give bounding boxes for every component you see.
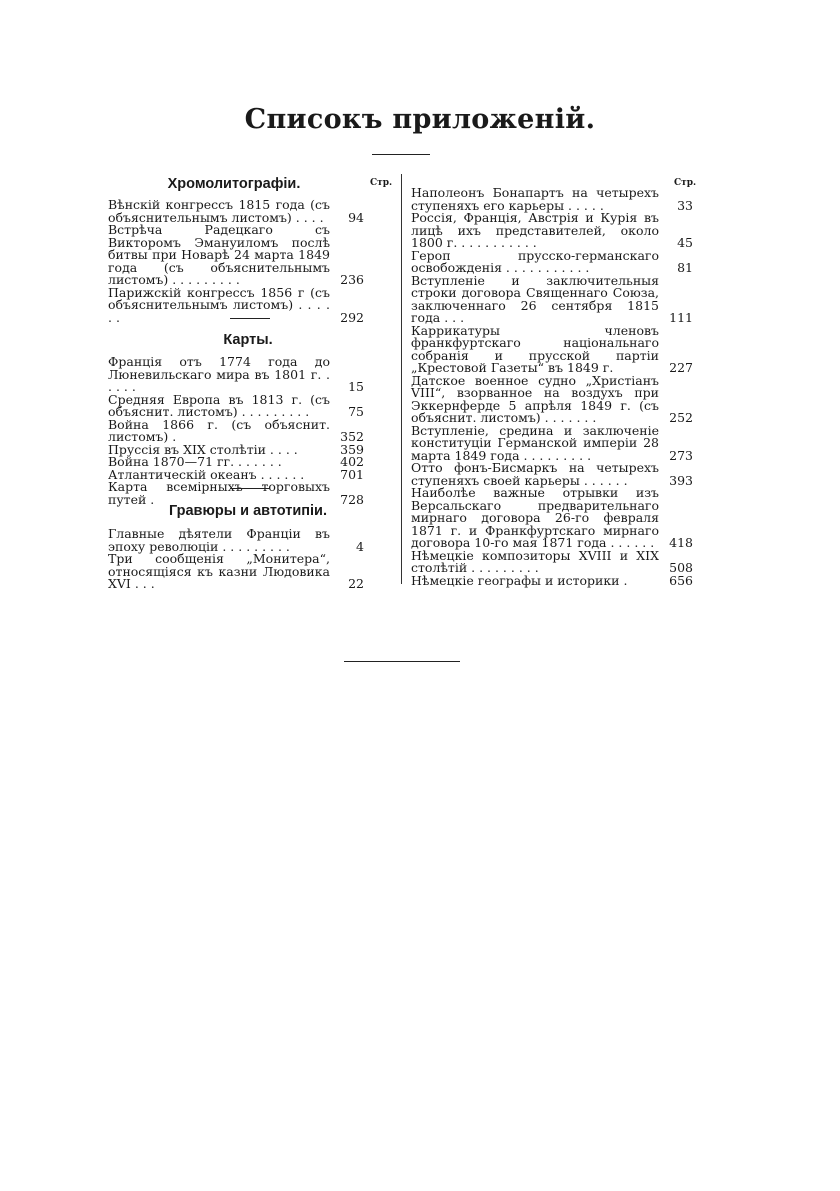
entry-page: 273: [669, 447, 693, 463]
list-item: [411, 247, 693, 275]
entry-title: Нѣмецкіе географы и историки .: [411, 572, 628, 588]
chromolithographs-list: [108, 199, 364, 324]
list-item: [411, 547, 693, 575]
entry-title: Каррикатуры членовъ франкфуртскаго національнаго собранія и прусской партіи „Крестовой Газеты“ въ 1849 г.: [411, 322, 659, 375]
list-item: [411, 572, 693, 588]
entry-page: 22: [348, 576, 364, 591]
section-heading-chromolithographs: Хромолитографіи.: [167, 176, 301, 192]
entry-title: Героп прусско-германскаго освобожденія . . . . . . . . . . .: [411, 247, 659, 275]
section-heading-maps: Карты.: [223, 332, 273, 348]
list-item: [108, 528, 364, 553]
list-item: [108, 224, 364, 287]
entry-title: Датское военное судно „Христіанъ VIII“, взорванное на воздухъ при Эккернферде 5 апрѣля 1849 г. (съ объяснит. листомъ) . . . . . . .: [411, 372, 659, 425]
list-item: [411, 322, 693, 375]
entry-page: 418: [669, 535, 693, 550]
entry-title: Карта всемірныхъ торговыхъ путей .: [108, 479, 330, 507]
list-item: [411, 372, 693, 425]
maps-list: [108, 356, 364, 506]
entry-title: Война 1866 г. (съ объяснит. листомъ) .: [108, 416, 330, 444]
entry-title: Средняя Европа въ 1813 г. (съ объяснит. листомъ) . . . . . . . . .: [108, 391, 330, 419]
entry-page: 227: [669, 360, 693, 375]
entry-title: Отто фонъ-Бисмаркъ на четырехъ ступеняхъ своей карьеры . . . . . .: [411, 460, 659, 488]
list-item: [411, 187, 693, 212]
bottom-divider: [344, 661, 460, 662]
page-column-header-left: Стр.: [370, 178, 393, 188]
entry-title: Война 1870—71 гг. . . . . . .: [108, 454, 282, 469]
list-item: [108, 553, 364, 591]
entry-page: 94: [348, 209, 364, 225]
entry-page: 252: [669, 410, 693, 425]
list-item: [411, 212, 693, 250]
entry-page: 728: [340, 491, 364, 507]
entry-title: Россія, Франція, Австрія и Курія въ лицѣ ихъ представителей, около 1800 г. . . . . . . . . . .: [411, 210, 659, 250]
list-item: [411, 422, 693, 463]
engravings-list: [108, 528, 364, 591]
entry-title: Вступленіе, средина и заключеніе конституціи Германской имперіи 28 марта 1849 года . . . . . . . . .: [411, 422, 659, 463]
entry-title: Пруссія въ XIX столѣтіи . . . .: [108, 441, 298, 457]
entry-title: Наполеонъ Бонапартъ на четырехъ ступеняхъ его карьеры . . . . .: [411, 185, 659, 213]
list-item: [411, 272, 693, 325]
entry-page: 4: [356, 538, 364, 554]
entry-page: 656: [669, 572, 693, 588]
entry-title: Встрѣча Радецкаго съ Викторомъ Эмануиломъ послѣ битвы при Новарѣ 24 марта 1849 года (съ объяснительнымъ листомъ) . . . . . . . . .: [108, 222, 330, 287]
list-item: [108, 416, 364, 444]
entry-page: 81: [677, 260, 693, 275]
entry-page: 701: [340, 466, 364, 482]
entry-title: Франція отъ 1774 года до Люневильскаго мира въ 1801 г. . . . . .: [108, 354, 330, 394]
column-divider: [401, 174, 402, 584]
entry-page: 402: [340, 454, 364, 469]
entry-page: 33: [677, 197, 693, 213]
entry-title: Атлантическій океанъ . . . . . .: [108, 466, 305, 482]
illustrations-list: [411, 187, 693, 587]
entry-title: Вѣнскій конгрессъ 1815 года (съ объяснительнымъ листомъ) . . . .: [108, 197, 330, 225]
entry-title: Вступленіе и заключительныя строки договора Священнаго Союза, заключеннаго 26 сентября 1815 года . . .: [411, 272, 659, 325]
title-divider: [372, 154, 430, 155]
entry-page: 393: [669, 472, 693, 488]
page-title: Списокъ приложеній.: [244, 104, 596, 135]
entry-page: 292: [340, 309, 364, 325]
section-heading-engravings: Гравюры и автотипіи.: [168, 503, 328, 519]
entry-page: 45: [677, 235, 693, 250]
section-divider: [230, 488, 270, 489]
page-column-header-right: Стр.: [674, 178, 697, 188]
entry-page: 111: [669, 310, 693, 325]
section-divider: [230, 318, 270, 319]
list-item: [411, 487, 693, 550]
list-item: [108, 391, 364, 419]
entry-page: 359: [340, 441, 364, 457]
entry-title: Парижскій конгрессъ 1856 г (съ объяснительнымъ листомъ) . . . . . .: [108, 284, 330, 325]
entry-page: 15: [348, 379, 364, 394]
entry-page: 352: [340, 429, 364, 444]
list-item: [108, 356, 364, 394]
list-item: [411, 462, 693, 487]
entry-page: 236: [340, 272, 364, 287]
entry-title: Нѣмецкіе композиторы XVIII и XIX столѣтій . . . . . . . . .: [411, 547, 659, 575]
entry-title: Главные дѣятели Франціи въ эпоху революціи . . . . . . . . .: [108, 526, 330, 554]
entry-title: Три сообщенія „Монитера“, относящіяся къ казни Людовика XVI . . .: [108, 551, 330, 591]
entry-page: 75: [348, 404, 364, 419]
entry-page: 508: [669, 560, 693, 575]
entry-title: Наиболѣе важные отрывки изъ Версальскаго предварительнаго мирнаго договора 26-го февраля 1871 г. и Франкфуртскаго мирнаго договора 10-го мая 1871 года . . . . . .: [411, 485, 659, 550]
list-item: [108, 199, 364, 224]
